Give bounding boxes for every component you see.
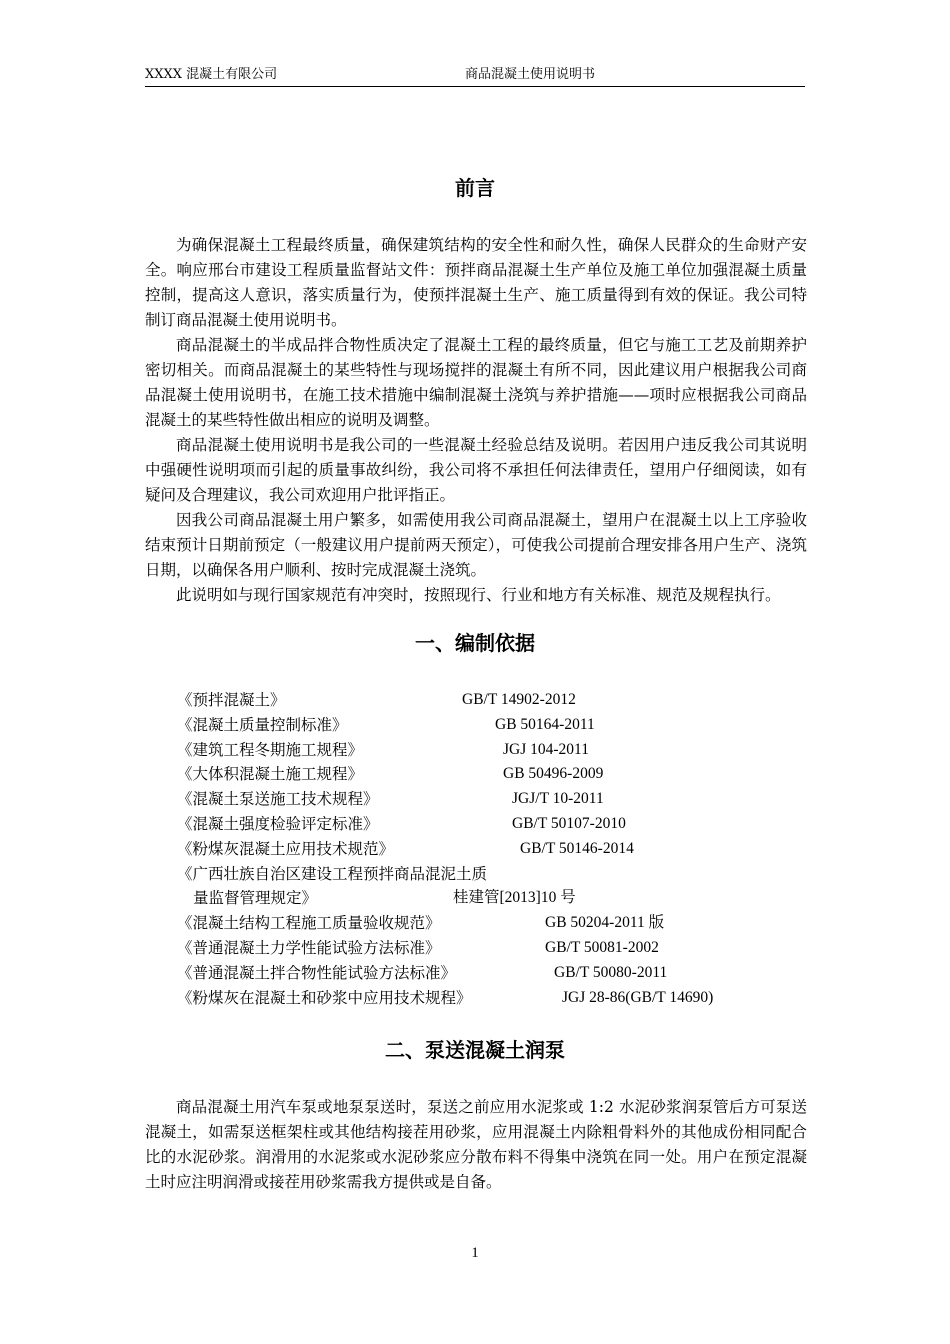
reference-name: 《混凝土质量控制标准》 <box>177 715 348 734</box>
reference-code: GB 50204-2011 版 <box>545 914 665 932</box>
reference-item <box>177 936 777 961</box>
reference-item <box>177 986 777 1011</box>
reference-item <box>177 886 777 911</box>
reference-code: GB/T 50107-2010 <box>512 814 626 832</box>
reference-code: JGJ 28-86(GB/T 14690) <box>562 988 714 1006</box>
reference-code: GB 50164-2011 <box>495 715 595 733</box>
reference-item <box>177 787 777 812</box>
reference-name: 量监督管理规定》 <box>193 889 318 908</box>
section2-paragraph: 商品混凝土用汽车泵或地泵泵送时，泵送之前应用水泥浆或 1:2 水泥砂浆润泵管后方可泵送混凝土，如需泵送框架柱或其他结构接茬用砂浆，应用混凝土内除粗骨料外的其他成份相同配合比的水泥砂浆。润滑用的水泥浆或水泥砂浆应分散布料不得集中浇筑在同一处。用户在预定混凝土时应注明润滑或接茬用砂浆需我方提供或是自备。 <box>145 1098 807 1191</box>
page-header <box>145 66 805 87</box>
reference-item <box>177 688 777 713</box>
reference-code: JGJ 104-2011 <box>503 740 589 758</box>
reference-item <box>177 762 777 787</box>
preface-paragraph: 商品混凝土的半成品拌合物性质决定了混凝土工程的最终质量，但它与施工工艺及前期养护密切相关。而商品混凝土的某些特性与现场搅拌的混凝土有所不同，因此建议用户根据我公司商品混凝土使用说明书，在施工技术措施中编制混凝土浇筑与养护措施——项时应根据我公司商品混凝土的某些特性做出相应的说明及调整。 <box>145 336 807 429</box>
preface-paragraph: 因我公司商品混凝土用户繁多，如需使用我公司商品混凝土，望用户在混凝土以上工序验收结束预计日期前预定（一般建议用户提前两天预定），可使我公司提前合理安排各用户生产、浇筑日期，以确保各用户顺利、按时完成混凝土浇筑。 <box>145 511 807 579</box>
reference-code: GB/T 50080-2011 <box>554 963 668 981</box>
reference-code: GB/T 50146-2014 <box>520 839 634 857</box>
preface-paragraph: 为确保混凝土工程最终质量，确保建筑结构的安全性和耐久性，确保人民群众的生命财产安全。响应邢台市建设工程质量监督站文件：预拌商品混凝土生产单位及施工单位加强混凝土质量控制，提高这人意识，落实质量行为，使预拌混凝土生产、施工质量得到有效的保证。我公司特制订商品混凝土使用说明书。 <box>145 236 807 329</box>
header-doc-title: 商品混凝土使用说明书 <box>465 67 596 82</box>
reference-code: JGJ/T 10-2011 <box>512 790 604 808</box>
page-number: 1 <box>471 1245 479 1261</box>
reference-list <box>177 688 777 1010</box>
preface-paragraph: 商品混凝土使用说明书是我公司的一些混凝土经验总结及说明。若因用户违反我公司其说明中强硬性说明项而引起的质量事故纠纷，我公司将不承担任何法律责任，望用户仔细阅读，如有疑问及合理建议，我公司欢迎用户批评指正。 <box>145 436 807 504</box>
reference-name: 《建筑工程冬期施工规程》 <box>177 740 364 759</box>
reference-item <box>177 961 777 986</box>
preface-paragraph: 此说明如与现行国家规范有冲突时，按照现行、行业和地方有关标准、规范及规程执行。 <box>176 586 781 604</box>
reference-name: 《混凝土结构工程施工质量验收规范》 <box>177 914 441 933</box>
reference-name: 《预拌混凝土》 <box>177 691 286 709</box>
reference-item <box>177 837 777 862</box>
reference-name: 《粉煤灰混凝土应用技术规范》 <box>177 839 395 858</box>
reference-name: 《普通混凝土力学性能试验方法标准》 <box>177 938 441 957</box>
reference-code: 桂建管[2013]10 号 <box>453 889 576 907</box>
reference-item <box>177 862 777 887</box>
reference-name: 《普通混凝土拌合物性能试验方法标准》 <box>177 963 457 982</box>
reference-name: 《混凝土强度检验评定标准》 <box>177 814 379 833</box>
reference-name: 《广西壮族自治区建设工程预拌商品混泥土质 <box>177 864 488 883</box>
section2-title: 二、泵送混凝土润泵 <box>385 1038 565 1062</box>
reference-code: GB 50496-2009 <box>503 765 604 783</box>
reference-code: GB/T 14902-2012 <box>462 691 576 708</box>
reference-name: 《混凝土泵送施工技术规程》 <box>177 790 379 809</box>
reference-item <box>177 812 777 837</box>
section1-title: 一、编制依据 <box>415 631 535 655</box>
reference-item <box>177 738 777 763</box>
header-company: XXXX 混凝土有限公司 <box>145 67 278 82</box>
preface-title: 前言 <box>455 176 495 200</box>
reference-item <box>177 713 777 738</box>
reference-name: 《粉煤灰在混凝土和砂浆中应用技术规程》 <box>177 988 472 1007</box>
reference-code: GB/T 50081-2002 <box>545 938 659 956</box>
reference-name: 《大体积混凝土施工规程》 <box>177 765 364 784</box>
reference-item <box>177 911 777 936</box>
